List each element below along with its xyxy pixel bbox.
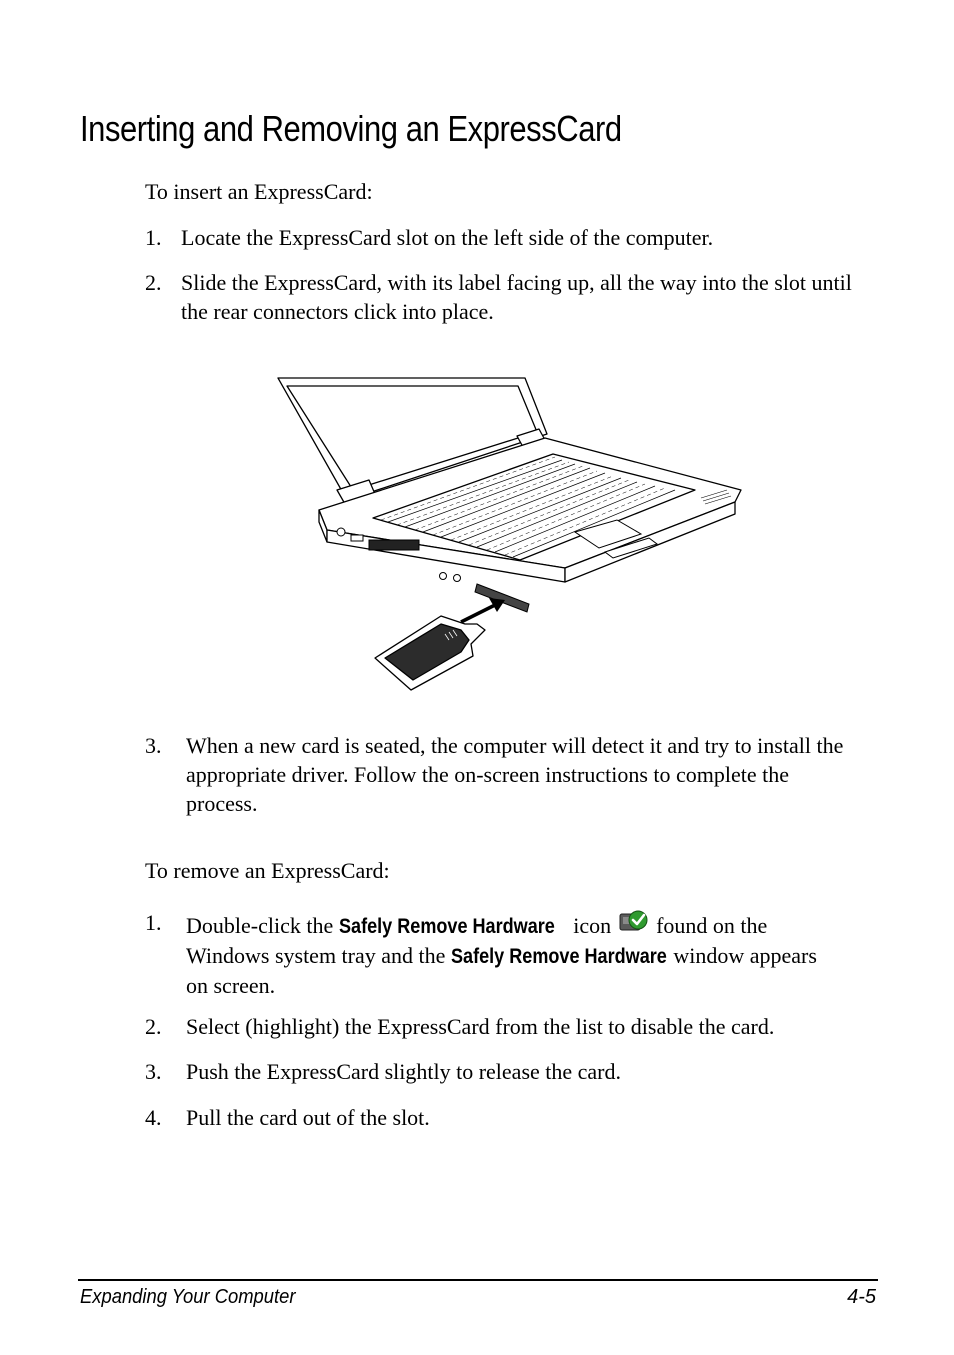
- footer-divider: [78, 1279, 878, 1281]
- step-number: 4.: [145, 1105, 162, 1130]
- step-text-part: window appears on screen.: [186, 943, 817, 998]
- step-text: Push the ExpressCard slightly to release the card.: [186, 1059, 622, 1084]
- remove-step-2: [145, 1012, 865, 1041]
- footer-section-title: Expanding Your Computer: [80, 1286, 296, 1308]
- step-text: When a new card is seated, the computer will detect it and try to install the appropriate driver. Follow the on-screen instructions to complete the process.: [186, 733, 844, 816]
- step-text: Slide the ExpressCard, with its label facing up, all the way into the slot until the rear connectors click into place.: [181, 270, 852, 324]
- step-text-part: found on the Windows system tray and the: [186, 913, 768, 968]
- remove-intro: To remove an ExpressCard:: [145, 858, 390, 883]
- remove-step-4: [145, 1103, 865, 1132]
- step-number: 1.: [145, 225, 162, 250]
- step-number: 2.: [145, 270, 162, 295]
- ui-term-safely-remove-hardware: Safely Remove Hardware: [338, 915, 555, 938]
- insert-intro: To insert an ExpressCard:: [145, 179, 373, 204]
- insert-step-2: [145, 268, 855, 326]
- step-number: 3.: [145, 733, 162, 758]
- ui-term-safely-remove-hardware: Safely Remove Hardware: [450, 945, 667, 968]
- insert-step-1: [145, 223, 865, 252]
- step-text: Select (highlight) the ExpressCard from the list to disable the card.: [186, 1014, 775, 1039]
- page-title: Inserting and Removing an ExpressCard: [80, 108, 622, 149]
- step-number: 3.: [145, 1059, 162, 1084]
- laptop-expresscard-illustration: [265, 372, 755, 692]
- step-text: Pull the card out of the slot.: [186, 1105, 430, 1130]
- step-number: 2.: [145, 1014, 162, 1039]
- step-number: 1.: [145, 910, 162, 935]
- step-text-part: Double-click the: [186, 913, 339, 938]
- step-text: Locate the ExpressCard slot on the left side of the computer.: [181, 225, 714, 250]
- remove-step-3: [145, 1057, 865, 1086]
- insert-step-3: [145, 731, 860, 818]
- step-text: [186, 908, 835, 1000]
- safely-remove-hardware-icon: [619, 908, 649, 936]
- remove-step-1: [145, 908, 835, 1000]
- page-number: 4-5: [847, 1286, 876, 1308]
- step-text-part: icon: [567, 913, 617, 938]
